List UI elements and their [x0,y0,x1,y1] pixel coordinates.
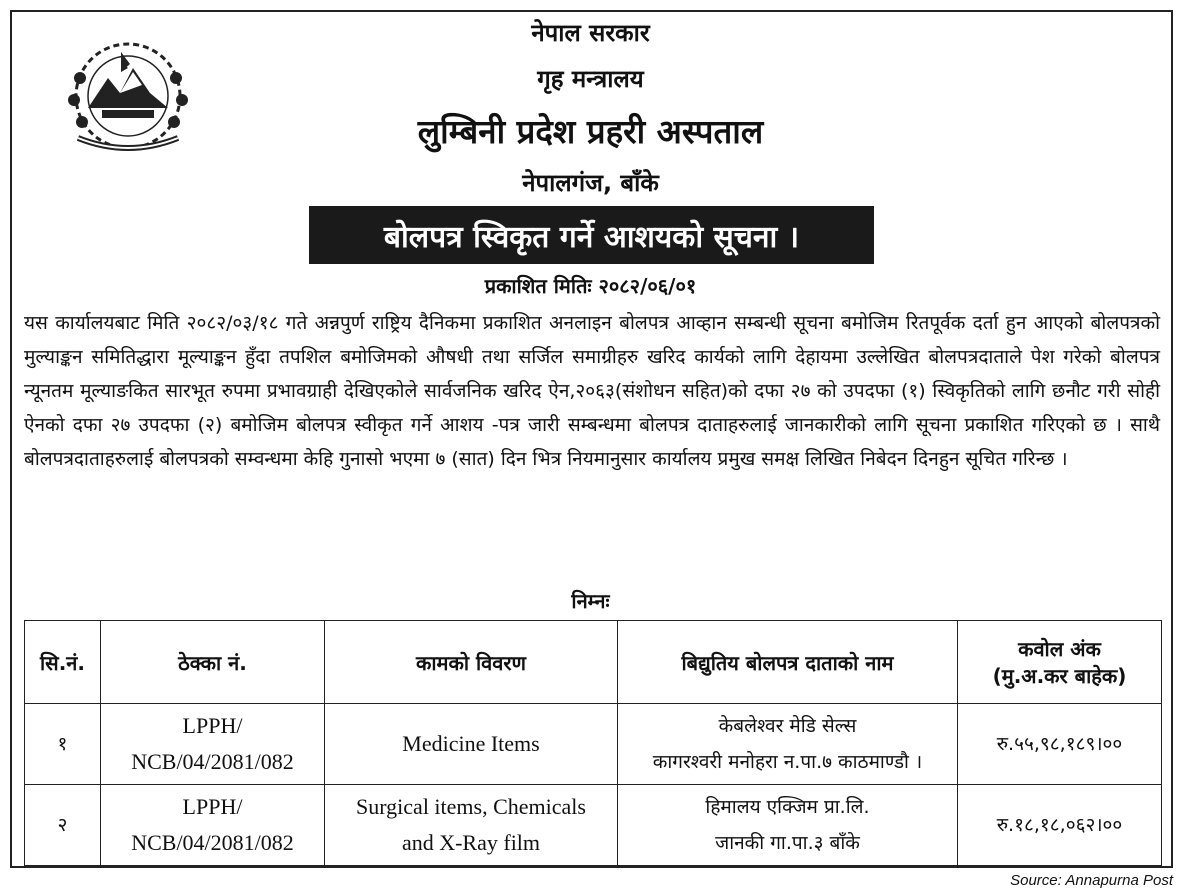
table-row [25,785,1162,866]
header-description: कामको विवरण [325,621,618,704]
header-bidder: बिद्युतिय बोलपत्र दाताको नाम [618,621,958,704]
row-contract-line2: NCB/04/2081/082 [131,830,294,855]
row-description-line1: Surgical items, Chemicals [356,794,586,819]
ministry-name: गृह मन्त्रालय [537,65,644,93]
notice-title: बोलपत्र स्विकृत गर्ने आशयको सूचना । [383,219,800,255]
row-contract-line2: NCB/04/2081/082 [131,749,294,774]
row-bidder-line2: कागरश्वरी मनोहरा न.पा.७ काठमाण्डौ । [652,751,923,773]
row-bidder [618,704,958,785]
row-contract [101,785,325,866]
row-amount: रु.१८,१८,०६२।०० [958,785,1162,866]
notice-title-banner [309,206,874,264]
header-amount-line1: कवोल अंक [1018,637,1101,661]
row-bidder-line1: केबलेश्वर मेडि सेल्स [718,715,857,737]
row-contract-line1: LPPH/ [182,713,243,738]
below-label: निम्नः [571,589,610,613]
published-date: प्रकाशित मितिः २०८२/०६/०१ [484,274,697,298]
row-description [325,785,618,866]
government-name: नेपाल सरकार [531,19,650,47]
organization-location: नेपालगंज, बाँके [522,169,659,197]
table-row [25,704,1162,785]
row-description [325,704,618,785]
row-sn: १ [25,704,101,785]
row-description-line1: Medicine Items [402,731,540,756]
header-contract: ठेक्का नं. [101,621,325,704]
source-credit: Source: Annapurna Post [1010,872,1173,889]
header-amount [958,621,1162,704]
row-contract [101,704,325,785]
notice-body-text: यस कार्यालयबाट मिति २०८२/०३/१८ गते अन्नपुर्ण राष्ट्रिय दैनिकमा प्रकाशित अनलाइन बोलपत्र आव्हान सम्बन्धी सूचना बमोजिम रितपूर्वक दर्ता हुन आएको बोलपत्रको मुल्याङ्कन समितिद्धारा मूल्याङ्कन हुँदा तपशिल बमोजिमको औषधी तथा सर्जिल समाग्रीहरु खरिद कार्यको लागि देहायमा उल्लेखित बोलपत्रदाताले पेश गरेको बोलपत्र न्यूनतम मूल्याङकित सारभूत रुपमा प्रभावग्राही देखिएकोले सार्वजनिक खरिद ऐन,२०६३(संशोधन सहित)को दफा २७ को उपदफा (१) स्विकृतिको लागि छनौट गरी सोही ऐनको दफा २७ उपदफा (२) बमोजिम बोलपत्र स्वीकृत गर्ने आशय -पत्र जारी सम्बन्धमा बोलपत्र दाताहरुलाई जानकारीको लागि सूचना प्रकाशित गरिएको छ । साथै बोलपत्रदाताहरुलाई बोलपत्रको सम्वन्धमा केहि गुनासो भएमा ७ (सात) दिन भित्र नियमानुसार कार्यालय प्रमुख समक्ष लिखित निबेदन दिनहुन सूचित गरिन्छ । [24,312,1160,470]
row-description-line2: and X-Ray film [401,830,541,855]
header-sn: सि.नं. [25,621,101,704]
header-amount-line2: (मु.अ.कर बाहेक) [992,664,1127,688]
row-bidder-line1: हिमालय एक्जिम प्रा.लि. [705,796,870,818]
table-header-row [25,621,1162,704]
row-contract-line1: LPPH/ [182,794,243,819]
row-bidder [618,785,958,866]
row-amount: रु.५५,९८,१८९।०० [958,704,1162,785]
row-bidder-line2: जानकी गा.पा.३ बाँके [715,832,860,854]
row-sn: २ [25,785,101,866]
organization-name: लुम्बिनी प्रदेश प्रहरी अस्पताल [417,112,764,151]
award-table [24,620,1162,866]
